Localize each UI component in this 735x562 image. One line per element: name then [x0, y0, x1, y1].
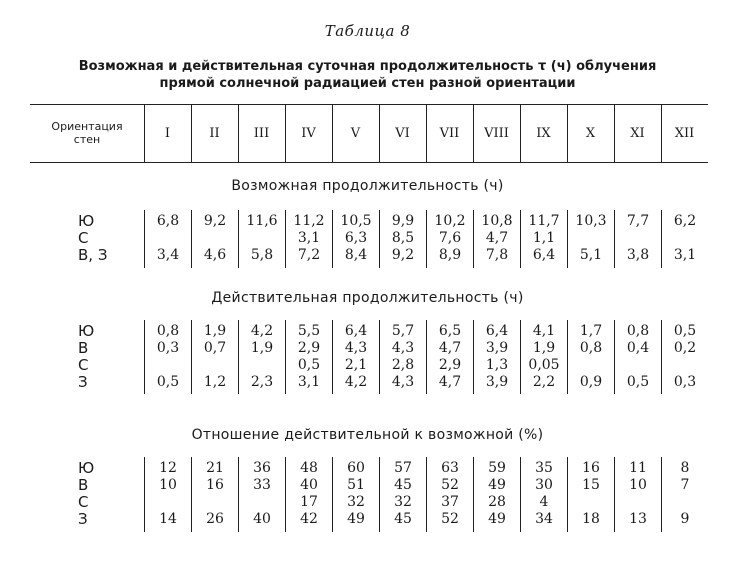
- table-cell: 17: [300, 494, 318, 510]
- table-cell: 4,7: [438, 374, 462, 390]
- table-cell: 2,2: [532, 374, 556, 390]
- table-cell: 28: [488, 494, 506, 510]
- table-cell: 26: [206, 511, 224, 527]
- table-caption: [0, 58, 735, 92]
- table-cell: 0,7: [203, 340, 227, 356]
- table-cell: 40: [300, 477, 318, 493]
- table-cell: 7,2: [297, 247, 321, 263]
- table-cell: 3,4: [156, 247, 180, 263]
- row-label-possible: В, З: [78, 246, 108, 264]
- column-divider: [238, 104, 239, 162]
- table-cell: 14: [159, 511, 177, 527]
- table-cell: 2,9: [297, 340, 321, 356]
- table-cell: 4,7: [485, 230, 509, 246]
- column-divider: [520, 104, 521, 162]
- table-cell: 10,3: [575, 213, 607, 229]
- table-cell: 10: [629, 477, 647, 493]
- table-cell: 37: [441, 494, 459, 510]
- table-cell: 57: [394, 460, 412, 476]
- table-cell: 7: [680, 477, 690, 493]
- header-month-3: III: [253, 125, 270, 141]
- table-cell: 1,9: [250, 340, 274, 356]
- table-cell: 0,9: [579, 374, 603, 390]
- table-cell: 4,2: [250, 323, 274, 339]
- column-divider: [426, 104, 427, 162]
- header-month-12: XII: [674, 125, 695, 141]
- row-label-ratio: С: [78, 493, 89, 511]
- column-divider: [144, 104, 145, 162]
- column-divider: [285, 104, 286, 162]
- table-cell: 1,2: [203, 374, 227, 390]
- table-cell: 10,8: [481, 213, 513, 229]
- table-cell: 0,05: [528, 357, 560, 373]
- caption-line-1: Возможная и действительная суточная продолжительность τ (ч) облучения: [78, 59, 657, 74]
- table-cell: 5,5: [297, 323, 321, 339]
- column-divider: [661, 104, 662, 162]
- table-cell: 6,8: [156, 213, 180, 229]
- caption-line-2: прямой солнечной радиацией стен разной ориентации: [159, 76, 576, 91]
- table-cell: 4,3: [344, 340, 368, 356]
- header-month-2: II: [209, 125, 220, 141]
- table-cell: 8,4: [344, 247, 368, 263]
- table-cell: 33: [253, 477, 271, 493]
- table-cell: 0,8: [626, 323, 650, 339]
- table-cell: 32: [394, 494, 412, 510]
- table-cell: 52: [441, 511, 459, 527]
- table-cell: 35: [535, 460, 553, 476]
- table-cell: 30: [535, 477, 553, 493]
- table-cell: 1,9: [203, 323, 227, 339]
- table-cell: 2,9: [438, 357, 462, 373]
- table-cell: 34: [535, 511, 553, 527]
- table-cell: 8,9: [438, 247, 462, 263]
- table-cell: 7,6: [438, 230, 462, 246]
- header-month-10: X: [585, 125, 596, 141]
- table-cell: 5,8: [250, 247, 274, 263]
- header-month-11: XI: [630, 125, 645, 141]
- table-cell: 1,9: [532, 340, 556, 356]
- row-label-ratio: В: [78, 476, 89, 494]
- table-cell: 4,7: [438, 340, 462, 356]
- table-cell: 11: [629, 460, 647, 476]
- table-cell: 49: [488, 477, 506, 493]
- table-cell: 5,1: [579, 247, 603, 263]
- table-cell: 5,7: [391, 323, 415, 339]
- table-cell: 48: [300, 460, 318, 476]
- table-cell: 63: [441, 460, 459, 476]
- table-cell: 49: [488, 511, 506, 527]
- table-cell: 3,8: [626, 247, 650, 263]
- table-cell: 21: [206, 460, 224, 476]
- table-cell: 59: [488, 460, 506, 476]
- table-cell: 42: [300, 511, 318, 527]
- table-cell: 6,3: [344, 230, 368, 246]
- row-label-actual: С: [78, 356, 89, 374]
- table-cell: 11,7: [528, 213, 560, 229]
- table-cell: 6,2: [673, 213, 697, 229]
- page-label: Таблица 8: [324, 22, 411, 40]
- table-cell: 7,8: [485, 247, 509, 263]
- table-cell: 1,7: [579, 323, 603, 339]
- header-month-7: VII: [439, 125, 460, 141]
- table-cell: 0,5: [626, 374, 650, 390]
- table-cell: 0,3: [156, 340, 180, 356]
- table-cell: 4,3: [391, 340, 415, 356]
- header-month-5: V: [350, 125, 361, 141]
- row-label-actual: В: [78, 339, 89, 357]
- table-cell: 11,6: [246, 213, 278, 229]
- section-possible-title: Возможная продолжительность (ч): [231, 178, 504, 194]
- table-cell: 10: [159, 477, 177, 493]
- table-cell: 16: [582, 460, 600, 476]
- header-orientation-line2: стен: [73, 133, 101, 146]
- table-cell: 3,9: [485, 374, 509, 390]
- table-cell: 2,8: [391, 357, 415, 373]
- table-cell: 9,9: [391, 213, 415, 229]
- row-label-actual: З: [78, 373, 88, 391]
- table-cell: 3,1: [297, 374, 321, 390]
- table-cell: 9: [680, 511, 690, 527]
- header-month-6: VI: [395, 125, 410, 141]
- header-month-8: VIII: [484, 125, 509, 141]
- table-cell: 11,2: [293, 213, 325, 229]
- table-cell: 36: [253, 460, 271, 476]
- table-cell: 40: [253, 511, 271, 527]
- table-cell: 52: [441, 477, 459, 493]
- table-cell: 4,2: [344, 374, 368, 390]
- table-cell: 0,8: [579, 340, 603, 356]
- table-cell: 6,4: [532, 247, 556, 263]
- table-cell: 0,8: [156, 323, 180, 339]
- table-cell: 9,2: [391, 247, 415, 263]
- table-cell: 1,1: [532, 230, 556, 246]
- table-cell: 18: [582, 511, 600, 527]
- table-cell: 45: [394, 477, 412, 493]
- table-cell: 9,2: [203, 213, 227, 229]
- table-cell: 0,5: [673, 323, 697, 339]
- column-divider: [567, 104, 568, 162]
- table-cell: 4,3: [391, 374, 415, 390]
- header-bottom-rule: [30, 162, 708, 163]
- table-cell: 12: [159, 460, 177, 476]
- table-cell: 0,2: [673, 340, 697, 356]
- table-cell: 10,2: [434, 213, 466, 229]
- row-label-actual: Ю: [78, 322, 95, 340]
- table-cell: 15: [582, 477, 600, 493]
- table-cell: 3,1: [297, 230, 321, 246]
- table-cell: 10,5: [340, 213, 372, 229]
- row-label-ratio: Ю: [78, 459, 95, 477]
- table-cell: 49: [347, 511, 365, 527]
- table-cell: 51: [347, 477, 365, 493]
- table-cell: 6,4: [344, 323, 368, 339]
- table-cell: 0,3: [673, 374, 697, 390]
- table-cell: 13: [629, 511, 647, 527]
- table-cell: 0,4: [626, 340, 650, 356]
- table-cell: 4,6: [203, 247, 227, 263]
- table-cell: 8: [680, 460, 690, 476]
- table-cell: 60: [347, 460, 365, 476]
- table-cell: 0,5: [156, 374, 180, 390]
- table-cell: 45: [394, 511, 412, 527]
- column-divider: [379, 104, 380, 162]
- table-cell: 7,7: [626, 213, 650, 229]
- table-cell: 4,1: [532, 323, 556, 339]
- table-cell: 16: [206, 477, 224, 493]
- column-divider: [614, 104, 615, 162]
- header-month-1: I: [164, 125, 171, 141]
- table-cell: 2,1: [344, 357, 368, 373]
- table-cell: 1,3: [485, 357, 509, 373]
- table-cell: 6,4: [485, 323, 509, 339]
- table-cell: 3,1: [673, 247, 697, 263]
- table-cell: 0,5: [297, 357, 321, 373]
- row-label-possible: Ю: [78, 212, 95, 230]
- column-divider: [332, 104, 333, 162]
- table-cell: 8,5: [391, 230, 415, 246]
- table-cell: 6,5: [438, 323, 462, 339]
- section-ratio-title: Отношение действительной к возможной (%): [191, 427, 544, 443]
- header-orientation: [30, 104, 144, 162]
- column-divider: [191, 104, 192, 162]
- header-orientation-line1: Ориентация: [51, 120, 123, 133]
- row-label-possible: С: [78, 229, 89, 247]
- column-divider: [473, 104, 474, 162]
- header-month-9: IX: [536, 125, 551, 141]
- table-cell: 3,9: [485, 340, 509, 356]
- table-cell: 4: [539, 494, 549, 510]
- table-cell: 32: [347, 494, 365, 510]
- header-month-4: IV: [301, 125, 316, 141]
- section-actual-title: Действительная продолжительность (ч): [211, 290, 524, 306]
- row-label-ratio: З: [78, 510, 88, 528]
- table-cell: 2,3: [250, 374, 274, 390]
